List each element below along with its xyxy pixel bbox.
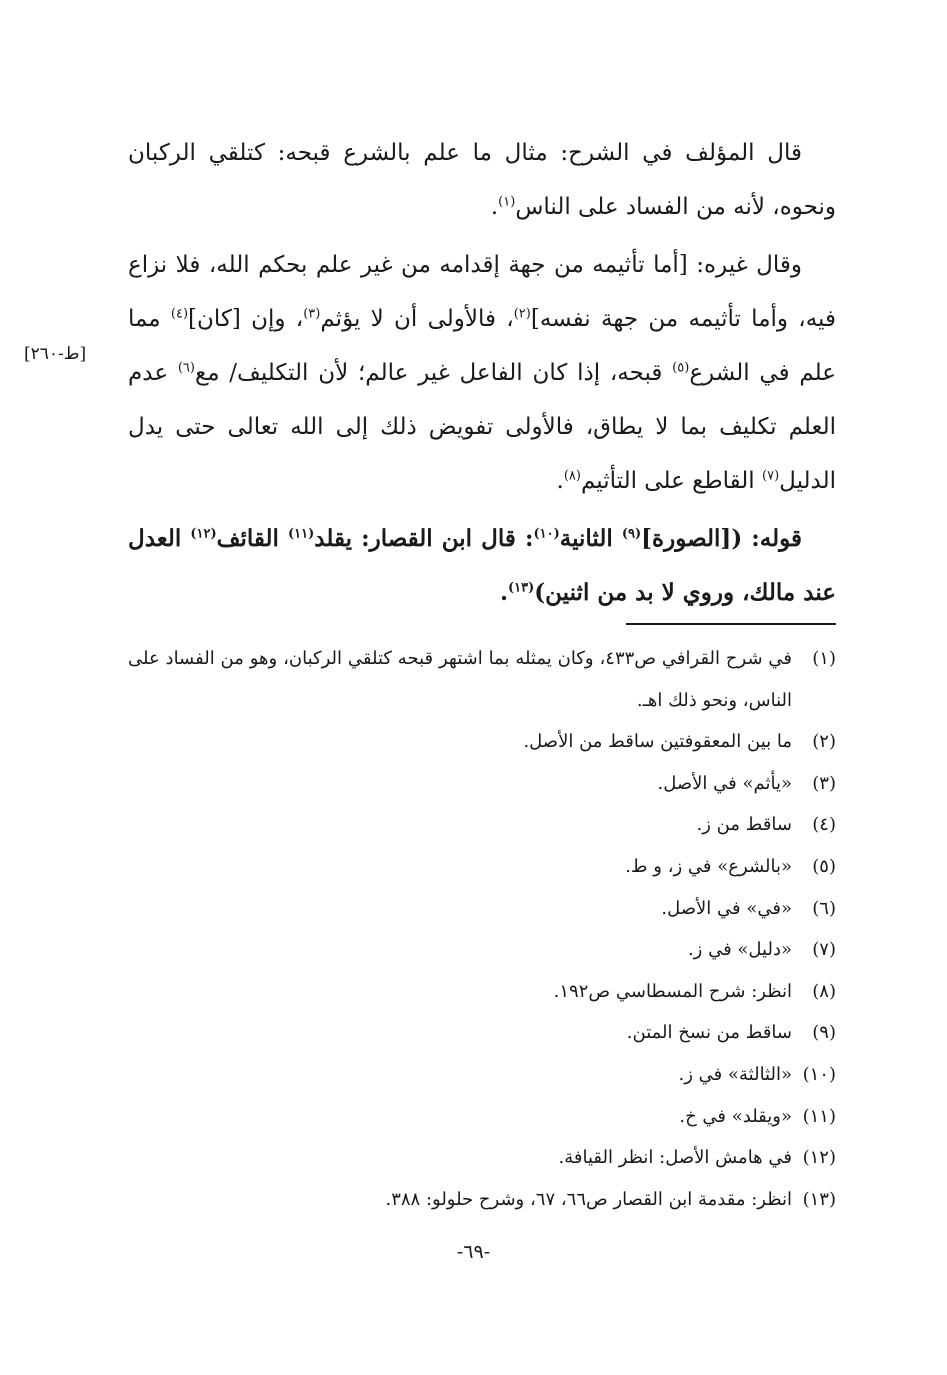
paragraph-text: ، فالأولى أن لا يؤثم (320, 306, 514, 332)
footnote-number: (٤) (812, 814, 836, 836)
footnote-text: ساقط من نسخ المتن. (626, 1022, 792, 1044)
footnote-marker: (٣) (303, 306, 321, 322)
footnote (128, 763, 836, 805)
footnote-text: انظر: مقدمة ابن القصار ص٦٦، ٦٧، وشرح حلولو: ٣٨٨. (385, 1188, 792, 1210)
footnote (128, 638, 836, 721)
paragraph-text: . (490, 194, 499, 220)
paragraph-text: القاطع على التأثيم (580, 468, 763, 494)
paragraph-text: ، وإن [كان] (188, 306, 304, 332)
footnote-marker: (١) (498, 194, 516, 210)
footnote-number: (٧) (812, 939, 836, 961)
footnote-number: (١١) (802, 1105, 836, 1127)
footnote-marker: (٢) (513, 306, 531, 322)
page-number: -٦٩- (456, 1241, 491, 1263)
footnote (128, 971, 836, 1013)
paragraph-text: الثانية (559, 525, 622, 552)
footnote-text: ساقط من ز. (696, 814, 792, 836)
footnote-marker: (٧) (762, 468, 780, 484)
paragraph-text: وقال غيره: [أما تأثيمه من جهة إقدامه من غير علم بحكم الله، فلا نزاع فيه، وأما تأثيمه من جهة نفسه] (128, 252, 836, 332)
footnote-text: «بالشرع» في ز، و ط. (625, 855, 792, 877)
paragraph-text: . (556, 468, 564, 494)
paragraph-text: العدل عند مالك، وروي لا بد من اثنين) (128, 525, 836, 606)
footnote (128, 888, 836, 930)
footnote (128, 1096, 836, 1138)
footnote-number: (٦) (812, 897, 836, 919)
footnote-text: انظر: شرح المسطاسي ص١٩٢. (553, 980, 792, 1002)
footnote-marker: (١٠) (533, 526, 560, 542)
footnote-marker: (٦) (177, 360, 195, 376)
footnote-text: «ويقلد» في خ. (679, 1105, 792, 1127)
footnote-marker: (٤) (170, 306, 189, 322)
footnote-number: (١٠) (802, 1063, 836, 1085)
paragraph-text: : قال ابن القصار: يقلد (314, 525, 534, 552)
footnote-marker: (٩) (621, 526, 642, 542)
paragraph-text: مما علم في الشرع (128, 306, 836, 386)
paragraph-text: القائف (216, 525, 288, 552)
footnote (128, 1179, 836, 1221)
footnote-number: (١) (812, 648, 836, 669)
paragraph-text: قبحه، إذا كان الفاعل غير عالم؛ لأن التكليف/ مع (194, 360, 673, 386)
footnote-text: «دليل» في ز. (687, 939, 792, 961)
footnote-text: «في» في الأصل. (661, 897, 792, 919)
paragraph (128, 238, 836, 508)
footnote-separator (626, 623, 836, 625)
footnote-number: (٩) (812, 1022, 836, 1044)
footnote-number: (٣) (812, 772, 836, 794)
footnote-number: (١٢) (802, 1147, 836, 1169)
footnote-text: في شرح القرافي ص٤٣٣، وكان يمثله بما اشتهر قبحه كتلقي الركبان، وهو من الفساد على الناس، ونحو ذلك اهـ. (128, 648, 792, 711)
main-text-body (128, 126, 836, 620)
footnote-number: (٥) (812, 855, 836, 877)
footnote (128, 1137, 836, 1179)
footnote-marker: (١١) (288, 526, 315, 542)
footnote (128, 1012, 836, 1054)
footnote (128, 804, 836, 846)
footnote (128, 929, 836, 971)
footnote-marker: (٥) (672, 360, 690, 376)
footnote-marker: (١٢) (190, 526, 217, 542)
footnote (128, 721, 836, 763)
footnotes-list (128, 638, 836, 1220)
paragraph (128, 512, 836, 620)
footnote-marker: (١٣) (507, 580, 535, 596)
paragraph-text: عدم العلم تكليف بما لا يطاق، فالأولى تفويض ذلك إلى الله تعالى حتى يدل الدليل (128, 360, 836, 494)
footnote (128, 846, 836, 888)
footnote-marker: (٨) (563, 468, 581, 484)
paragraph-text: قال المؤلف في الشرح: مثال ما علم بالشرع قبحه: كتلقي الركبان ونحوه، لأنه من الفساد على الناس (128, 140, 836, 220)
footnote-number: (١٣) (802, 1188, 836, 1210)
footnote-text: «يأثم» في الأصل. (657, 772, 792, 794)
footnote-number: (٢) (812, 731, 836, 753)
paragraph-text: قوله: ([الصورة] (641, 525, 802, 552)
paragraph-text: . (499, 579, 508, 606)
footnote-text: ما بين المعقوفتين ساقط من الأصل. (523, 731, 792, 753)
footnote-text: في هامش الأصل: انظر القيافة. (558, 1147, 792, 1169)
footnote-text: «الثالثة» في ز. (678, 1063, 792, 1085)
margin-page-reference: [ط-٢٦٠] (24, 344, 87, 364)
paragraph (128, 126, 836, 234)
footnote (128, 1054, 836, 1096)
footnote-number: (٨) (812, 980, 836, 1002)
